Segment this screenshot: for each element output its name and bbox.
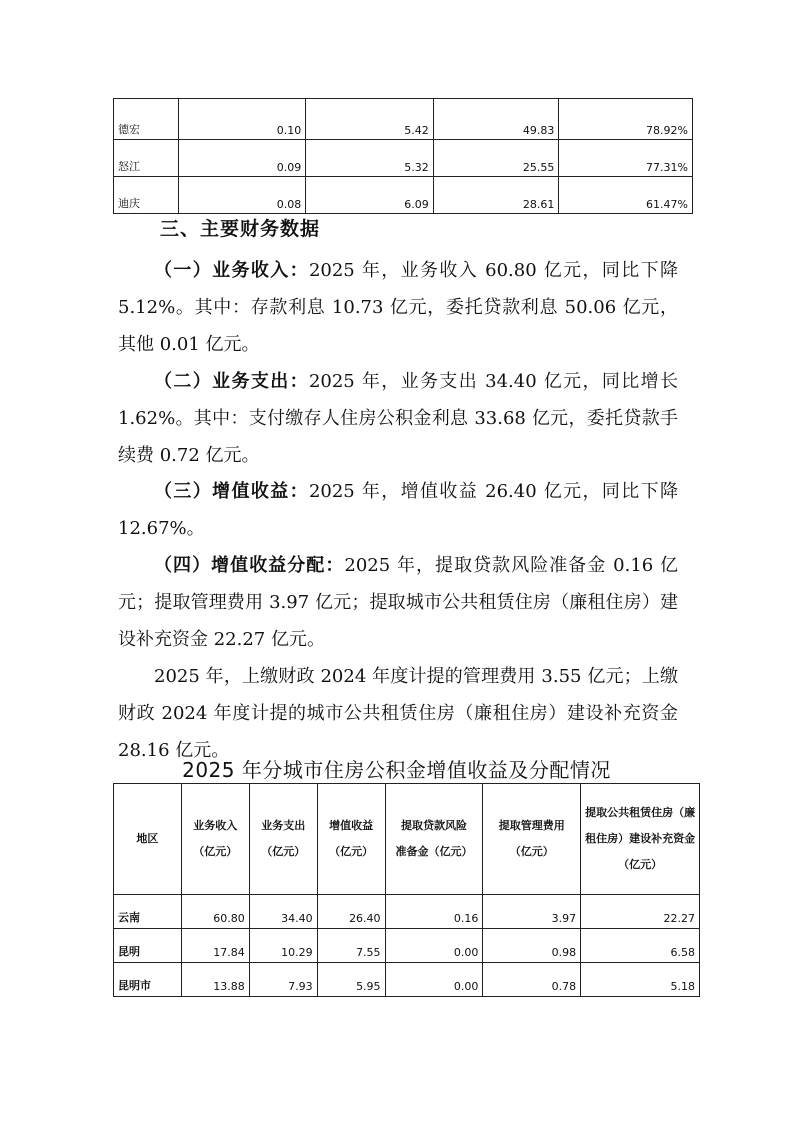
- table-cell: 28.61: [433, 177, 559, 214]
- header-line: 业务支出: [261, 819, 306, 832]
- table-cell: 5.18: [581, 963, 700, 997]
- table-cell: 49.83: [433, 99, 559, 140]
- table-cell: 77.31%: [559, 140, 693, 177]
- table-header-row: [114, 784, 700, 895]
- table-cell: 22.27: [581, 895, 700, 929]
- table-cell: 0.98: [483, 929, 581, 963]
- column-header: [483, 784, 581, 895]
- paragraph-label: （四）增值收益分配：: [154, 555, 345, 576]
- table-cell: 7.55: [317, 929, 385, 963]
- table-cell: 昆明: [114, 929, 182, 963]
- table-cell: 25.55: [433, 140, 559, 177]
- header-line: （亿元）: [261, 845, 306, 858]
- header-line: 地区: [136, 832, 159, 845]
- table-cell: 0.08: [178, 177, 306, 214]
- table-cell: 0.78: [483, 963, 581, 997]
- header-line: 租住房）建设补充资金: [585, 832, 696, 845]
- column-header: [385, 784, 483, 895]
- table-cell: 7.93: [249, 963, 317, 997]
- table-row: [114, 963, 700, 997]
- table-cell: 13.88: [181, 963, 249, 997]
- table-cell: 60.80: [181, 895, 249, 929]
- table-row: [114, 895, 700, 929]
- table-cell: 10.29: [249, 929, 317, 963]
- column-header: [317, 784, 385, 895]
- table-cell: 0.09: [178, 140, 306, 177]
- table-cell: 5.42: [306, 99, 434, 140]
- table-row: [114, 177, 693, 214]
- table-cell: 3.97: [483, 895, 581, 929]
- column-header: [249, 784, 317, 895]
- paragraph-label: （二）业务支出：: [154, 371, 309, 392]
- paragraph-label: （一）业务收入：: [154, 260, 309, 281]
- table-cell: 昆明市: [114, 963, 182, 997]
- table-cell: 0.00: [385, 929, 483, 963]
- header-line: 提取管理费用: [498, 819, 565, 832]
- paragraph-text: 2025 年，增值收益 26.40 亿元，同比下降 12.67%。: [118, 481, 678, 539]
- paragraph-text: 2025 年，业务收入 60.80 亿元，同比下降 5.12%。其中：存款利息 10.73 亿元，委托贷款利息 50.06 亿元，其他 0.01 亿元。: [118, 260, 678, 355]
- header-line: 准备金（亿元）: [395, 845, 473, 858]
- paragraph-label: （三）增值收益：: [154, 481, 309, 502]
- table-cell: 0.00: [385, 963, 483, 997]
- table-title: 2025 年分城市住房公积金增值收益及分配情况: [182, 758, 611, 782]
- table-cell: 5.95: [317, 963, 385, 997]
- paragraph-text: 2025 年，业务支出 34.40 亿元，同比增长 1.62%。其中：支付缴存人住房公积金利息 33.68 亿元，委托贷款手续费 0.72 亿元。: [118, 371, 678, 466]
- paragraph-text: 2025 年，提取贷款风险准备金 0.16 亿元；提取管理费用 3.97 亿元；提取城市公共租赁住房（廉租住房）建设补充资金 22.27 亿元。: [118, 555, 678, 650]
- table-cell: 0.16: [385, 895, 483, 929]
- paragraph-remittance: [118, 658, 678, 769]
- table-cell: 6.09: [306, 177, 434, 214]
- table-cell: 云南: [114, 895, 182, 929]
- table-cell: 61.47%: [559, 177, 693, 214]
- header-line: 提取贷款风险: [400, 819, 467, 832]
- table-cell: 0.10: [178, 99, 306, 140]
- table-cell: 德宏: [114, 99, 179, 140]
- table-row: [114, 140, 693, 177]
- column-header: [181, 784, 249, 895]
- table-cell: 34.40: [249, 895, 317, 929]
- header-line: （亿元）: [329, 845, 374, 858]
- header-line: （亿元）: [509, 845, 554, 858]
- paragraph-expense: [118, 363, 678, 474]
- value-added-distribution-table: [113, 783, 700, 997]
- section-heading: 三、主要财务数据: [160, 218, 321, 240]
- table-cell: 5.32: [306, 140, 434, 177]
- city-indicator-table: [113, 98, 693, 214]
- column-header: [581, 784, 700, 895]
- header-line: （亿元）: [618, 858, 663, 871]
- paragraph-distribution: [118, 547, 678, 658]
- header-line: 提取公共租赁住房（廉: [585, 806, 696, 819]
- header-line: （亿元）: [193, 845, 238, 858]
- table-cell: 26.40: [317, 895, 385, 929]
- column-header: [114, 784, 182, 895]
- table-cell: 78.92%: [559, 99, 693, 140]
- paragraph-income: [118, 252, 678, 363]
- paragraph-text: 2025 年，上缴财政 2024 年度计提的管理费用 3.55 亿元；上缴财政 2024 年度计提的城市公共租赁住房（廉租住房）建设补充资金 28.16 亿元。: [118, 666, 678, 761]
- table-row: [114, 99, 693, 140]
- header-line: 增值收益: [329, 819, 374, 832]
- table-cell: 怒江: [114, 140, 179, 177]
- paragraph-value-added: [118, 473, 678, 547]
- table-cell: 6.58: [581, 929, 700, 963]
- table-cell: 迪庆: [114, 177, 179, 214]
- header-line: 业务收入: [193, 819, 238, 832]
- table-row: [114, 929, 700, 963]
- table-cell: 17.84: [181, 929, 249, 963]
